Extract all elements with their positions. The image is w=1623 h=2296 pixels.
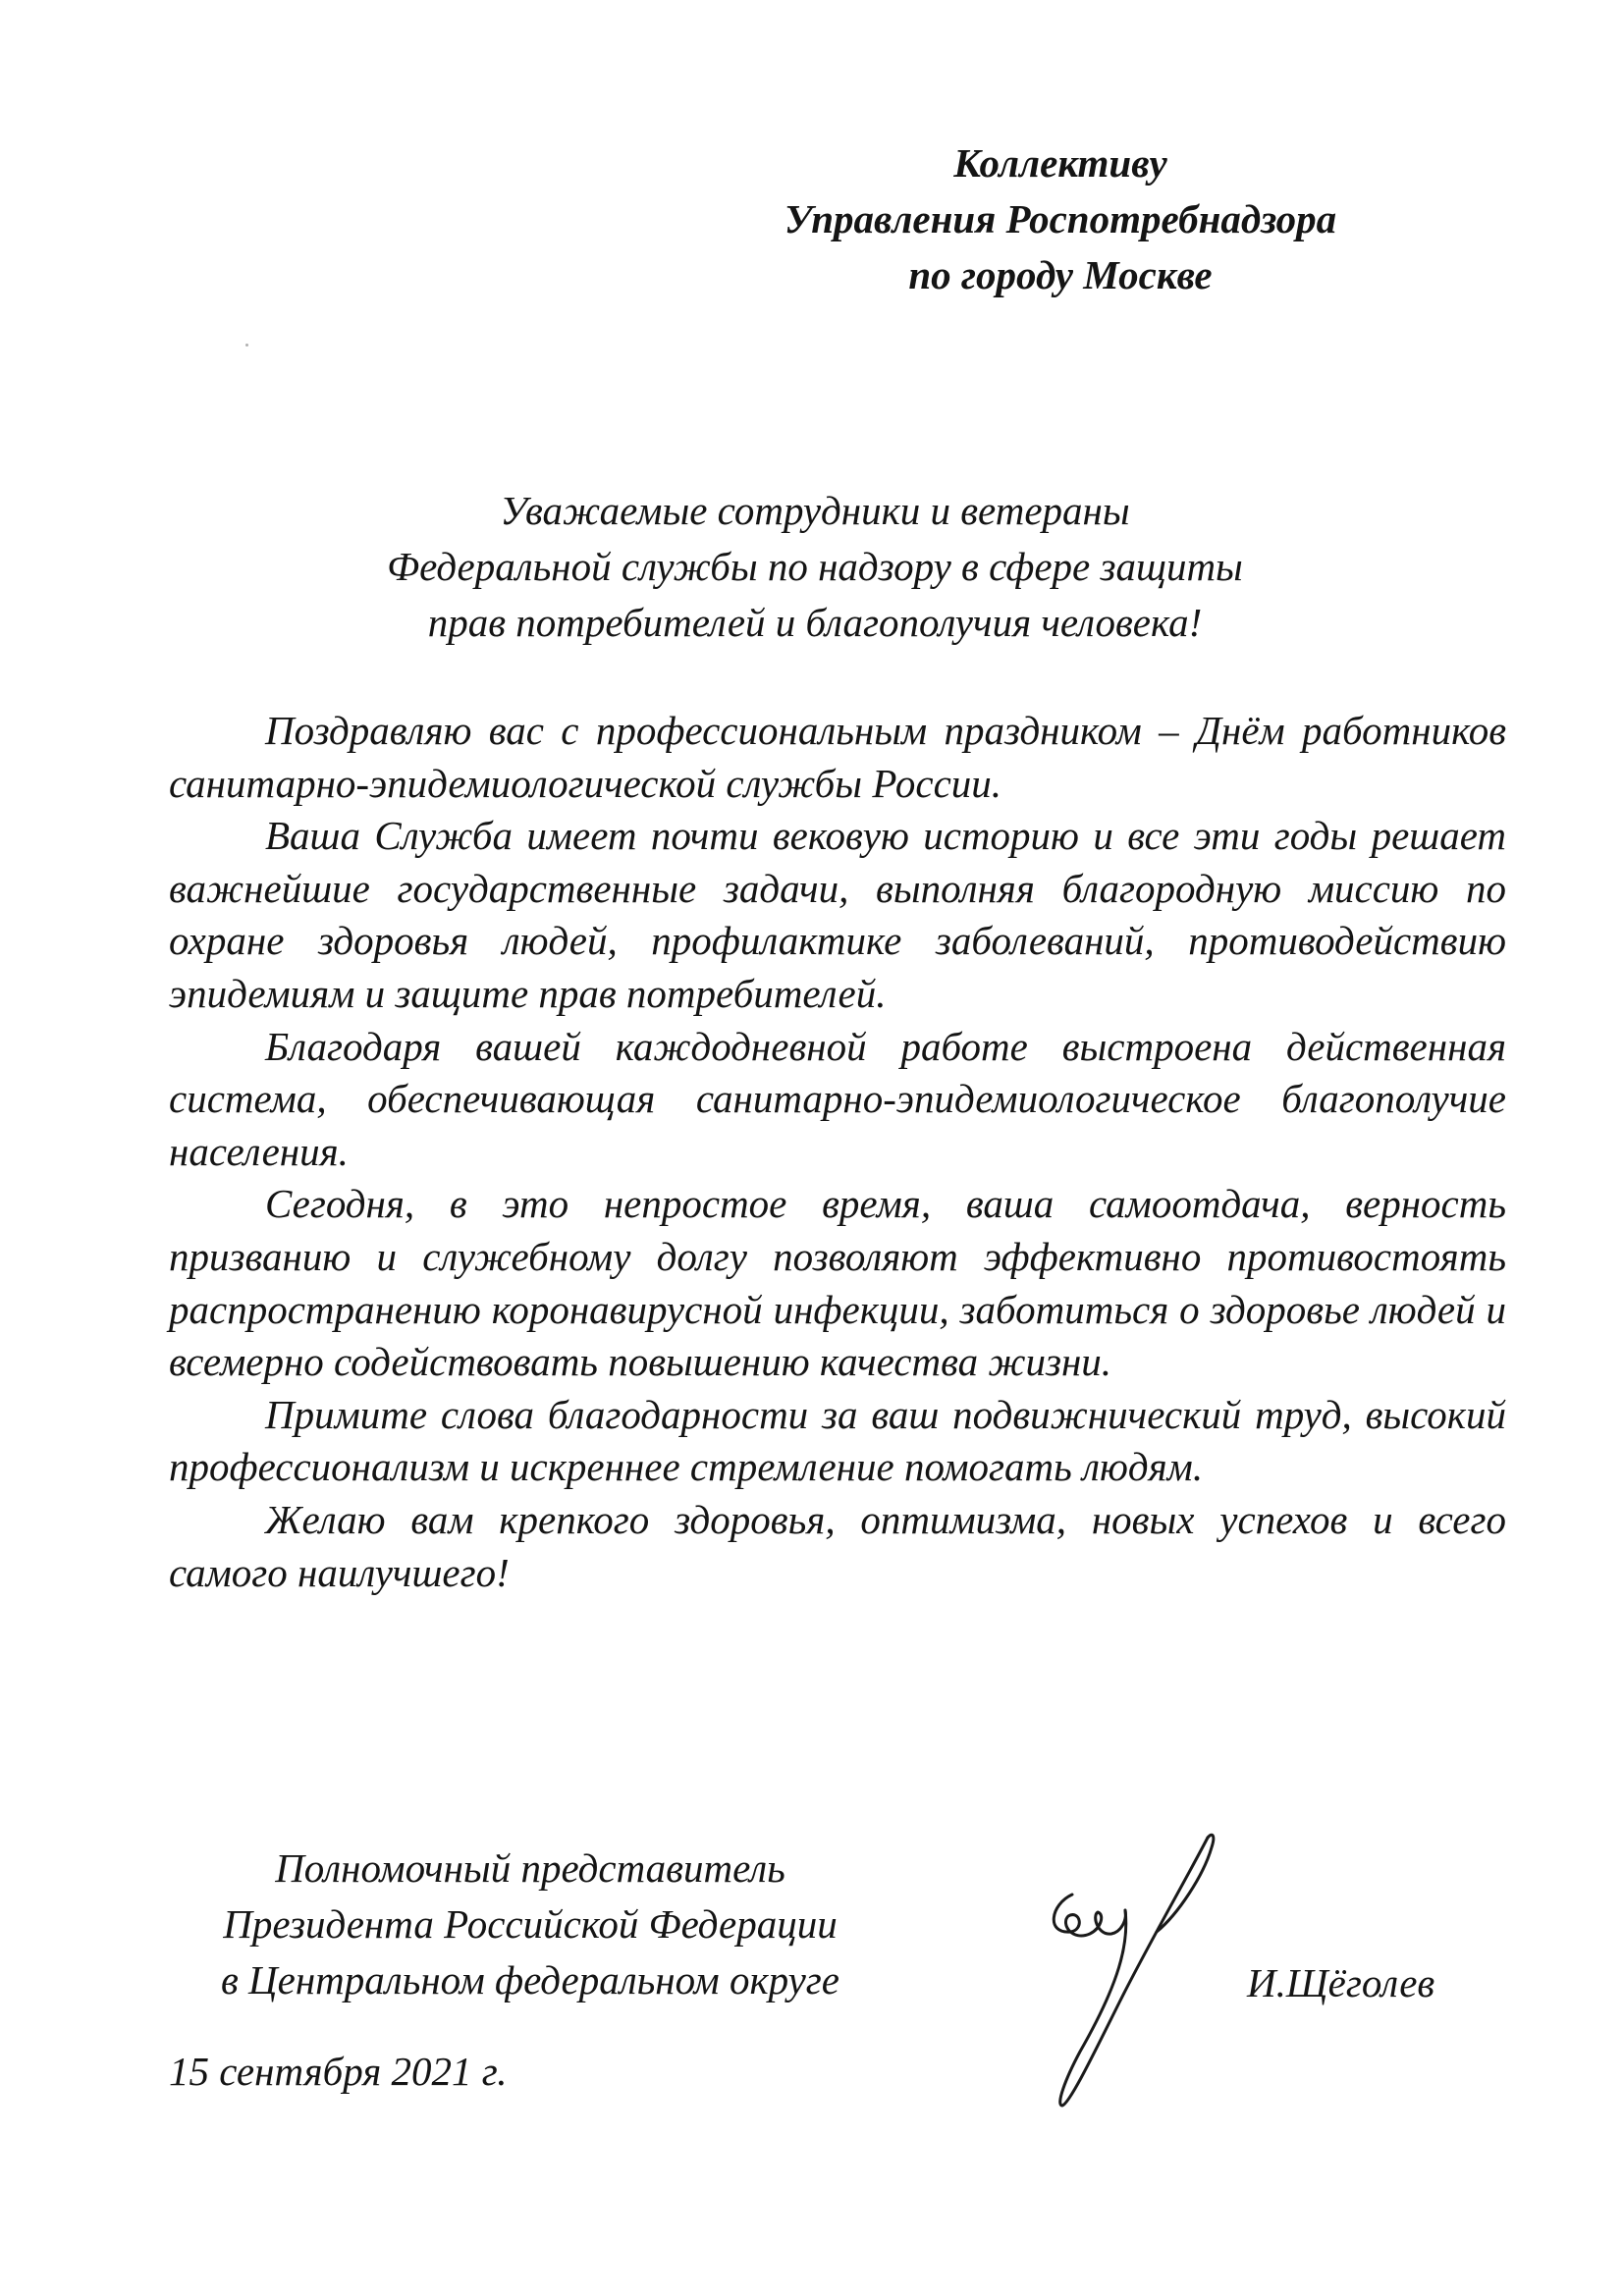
signer-title-block	[157, 1841, 903, 2008]
addressee-line-1: Коллективу	[953, 140, 1167, 186]
salutation-block	[324, 483, 1306, 651]
body-paragraph-3: Благодаря вашей каждодневной работе выстроена действенная система, обеспечивающая санитарно-эпидемиологическое благополучие населения.	[169, 1023, 1506, 1174]
signer-name: И.Щёголев	[1247, 1960, 1435, 2005]
body-paragraph-1: Поздравляю вас с профессиональным праздником – Днём работников санитарно-эпидемиологической службы России.	[169, 708, 1506, 806]
signer-title-line-1: Полномочный представитель	[275, 1845, 785, 1891]
letter-date: 15 сентября 2021 г.	[169, 2049, 508, 2094]
body-paragraph-4: Сегодня, в это непростое время, ваша самоотдача, верность призванию и служебному долгу позволяют эффективно противостоять распространению коронавирусной инфекции, заботиться о здоровье людей и всемерно содействовать повышению качества жизни.	[169, 1181, 1506, 1385]
body-paragraph-5: Примите слова благодарности за ваш подвижнический труд, высокий профессионализм и искреннее стремление помогать людям.	[169, 1391, 1506, 1490]
signer-title-line-2: Президента Российской Федерации	[223, 1901, 838, 1947]
signer-title-line-3: в Центральном федеральном округе	[220, 1957, 839, 2002]
addressee-line-2: Управления Роспотребнадзора	[784, 196, 1337, 241]
salutation-line-2: Федеральной службы по надзору в сфере защиты	[387, 544, 1243, 589]
signature-stroke-long	[1060, 1838, 1208, 2106]
body-paragraph-6: Желаю вам крепкого здоровья, оптимизма, новых успехов и всего самого наилучшего!	[169, 1496, 1506, 1595]
addressee-block	[727, 135, 1394, 303]
letter-body	[169, 705, 1506, 1599]
scan-speck	[245, 344, 248, 347]
handwritten-signature	[1011, 1826, 1257, 2110]
salutation-line-1: Уважаемые сотрудники и ветераны	[500, 488, 1130, 533]
salutation-line-3: прав потребителей и благополучия человека!	[427, 600, 1203, 645]
body-paragraph-2: Ваша Служба имеет почти вековую историю и все эти годы решает важнейшие государственные задачи, выполняя благородную миссию по охране здоровья людей, профилактике заболеваний, противодействию эпидемиям и защите прав потребителей.	[169, 813, 1506, 1016]
addressee-line-3: по городу Москве	[908, 252, 1213, 297]
signature-stroke-loops	[1054, 1895, 1125, 1936]
